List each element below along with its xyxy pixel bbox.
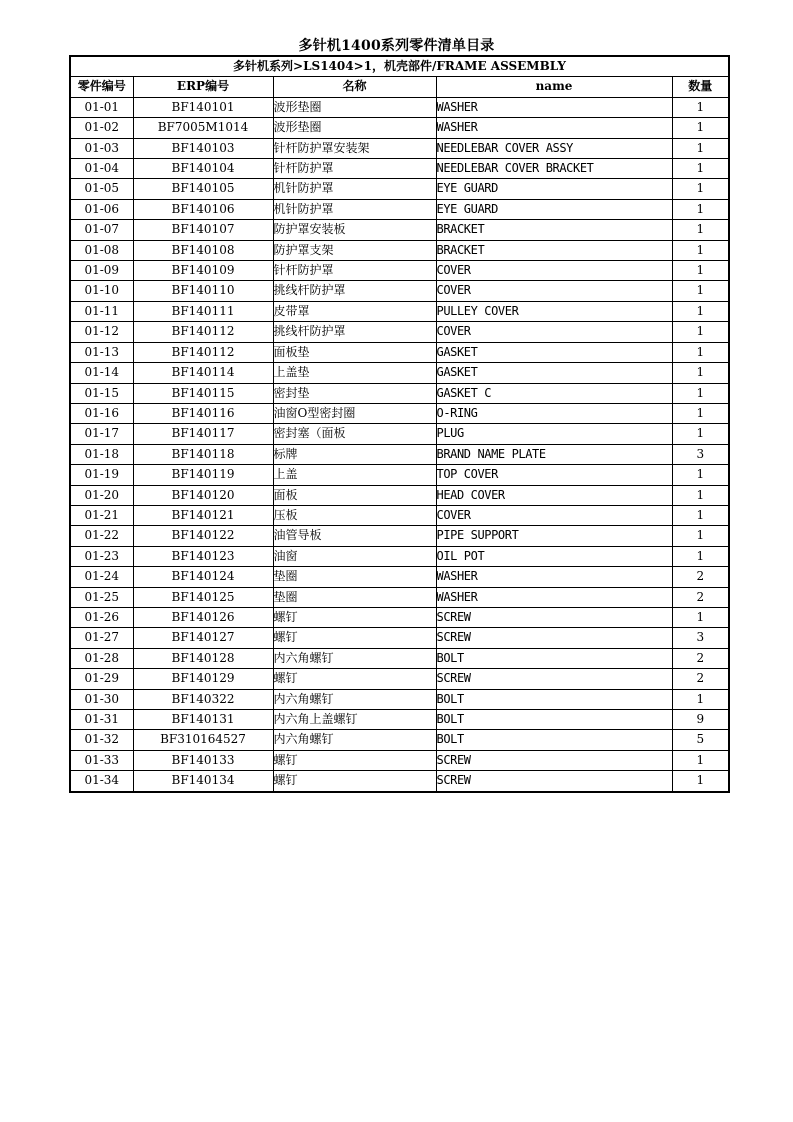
cell-qty: 2 <box>672 587 729 607</box>
cell-name-cn: 挑线杆防护罩 <box>273 322 436 342</box>
cell-qty: 1 <box>672 689 729 709</box>
cell-part-no: 01-12 <box>70 322 133 342</box>
cell-erp-no: BF140110 <box>133 281 273 301</box>
cell-part-no: 01-29 <box>70 669 133 689</box>
cell-qty: 1 <box>672 261 729 281</box>
column-header-name-cn: 名称 <box>273 77 436 97</box>
cell-qty: 1 <box>672 383 729 403</box>
cell-name-cn: 螺钉 <box>273 750 436 770</box>
cell-name-cn: 针杆防护罩 <box>273 159 436 179</box>
table-row <box>70 607 729 627</box>
table-row <box>70 118 729 138</box>
table-row <box>70 771 729 792</box>
cell-erp-no: BF140117 <box>133 424 273 444</box>
cell-qty: 1 <box>672 179 729 199</box>
cell-name-en: EYE GUARD <box>436 199 672 219</box>
cell-erp-no: BF140122 <box>133 526 273 546</box>
column-header-row <box>70 77 729 97</box>
table-row <box>70 628 729 648</box>
cell-erp-no: BF7005M1014 <box>133 118 273 138</box>
table-row <box>70 240 729 260</box>
table-row <box>70 546 729 566</box>
cell-name-cn: 波形垫圈 <box>273 118 436 138</box>
cell-name-en: SCREW <box>436 669 672 689</box>
table-row <box>70 199 729 219</box>
cell-qty: 1 <box>672 322 729 342</box>
cell-qty: 1 <box>672 465 729 485</box>
cell-name-cn: 防护罩支架 <box>273 240 436 260</box>
cell-name-cn: 油管导板 <box>273 526 436 546</box>
cell-name-en: COVER <box>436 322 672 342</box>
cell-qty: 1 <box>672 199 729 219</box>
table-row <box>70 689 729 709</box>
cell-erp-no: BF140112 <box>133 342 273 362</box>
cell-part-no: 01-18 <box>70 444 133 464</box>
cell-part-no: 01-08 <box>70 240 133 260</box>
cell-name-cn: 波形垫圈 <box>273 97 436 117</box>
table-row <box>70 669 729 689</box>
cell-name-en: EYE GUARD <box>436 179 672 199</box>
section-header: 多针机系列>LS1404>1，机壳部件/FRAME ASSEMBLY <box>70 56 729 77</box>
cell-qty: 1 <box>672 240 729 260</box>
cell-name-en: GASKET C <box>436 383 672 403</box>
cell-name-cn: 垫圈 <box>273 587 436 607</box>
cell-part-no: 01-31 <box>70 710 133 730</box>
cell-part-no: 01-09 <box>70 261 133 281</box>
cell-erp-no: BF140124 <box>133 567 273 587</box>
cell-part-no: 01-07 <box>70 220 133 240</box>
cell-part-no: 01-20 <box>70 485 133 505</box>
cell-qty: 1 <box>672 301 729 321</box>
table-row <box>70 465 729 485</box>
cell-part-no: 01-34 <box>70 771 133 792</box>
column-header-part-no: 零件编号 <box>70 77 133 97</box>
cell-qty: 1 <box>672 750 729 770</box>
table-row <box>70 301 729 321</box>
cell-part-no: 01-14 <box>70 363 133 383</box>
table-row <box>70 587 729 607</box>
table-row <box>70 710 729 730</box>
cell-qty: 1 <box>672 546 729 566</box>
cell-name-cn: 垫圈 <box>273 567 436 587</box>
cell-name-en: COVER <box>436 261 672 281</box>
cell-part-no: 01-04 <box>70 159 133 179</box>
cell-part-no: 01-24 <box>70 567 133 587</box>
table-row <box>70 363 729 383</box>
parts-table <box>69 55 730 793</box>
cell-erp-no: BF140111 <box>133 301 273 321</box>
cell-erp-no: BF140134 <box>133 771 273 792</box>
cell-part-no: 01-23 <box>70 546 133 566</box>
cell-qty: 1 <box>672 138 729 158</box>
cell-name-en: TOP COVER <box>436 465 672 485</box>
cell-name-en: BOLT <box>436 689 672 709</box>
cell-part-no: 01-32 <box>70 730 133 750</box>
cell-name-cn: 内六角螺钉 <box>273 730 436 750</box>
table-row <box>70 648 729 668</box>
table-row <box>70 261 729 281</box>
cell-name-cn: 密封垫 <box>273 383 436 403</box>
cell-qty: 1 <box>672 220 729 240</box>
cell-name-en: COVER <box>436 281 672 301</box>
cell-qty: 1 <box>672 526 729 546</box>
cell-name-cn: 螺钉 <box>273 628 436 648</box>
cell-part-no: 01-16 <box>70 403 133 423</box>
cell-name-en: WASHER <box>436 118 672 138</box>
cell-name-en: GASKET <box>436 363 672 383</box>
table-row <box>70 322 729 342</box>
cell-erp-no: BF140103 <box>133 138 273 158</box>
column-header-erp-no: ERP编号 <box>133 77 273 97</box>
cell-name-en: WASHER <box>436 567 672 587</box>
cell-erp-no: BF140129 <box>133 669 273 689</box>
cell-qty: 1 <box>672 342 729 362</box>
cell-name-cn: 面板垫 <box>273 342 436 362</box>
cell-name-cn: 密封塞（面板 <box>273 424 436 444</box>
cell-name-en: SCREW <box>436 628 672 648</box>
table-row <box>70 505 729 525</box>
cell-qty: 1 <box>672 118 729 138</box>
cell-name-en: PULLEY COVER <box>436 301 672 321</box>
cell-name-en: WASHER <box>436 97 672 117</box>
cell-name-en: COVER <box>436 505 672 525</box>
cell-name-cn: 螺钉 <box>273 607 436 627</box>
cell-erp-no: BF140128 <box>133 648 273 668</box>
cell-name-cn: 针杆防护罩安装架 <box>273 138 436 158</box>
cell-part-no: 01-26 <box>70 607 133 627</box>
cell-erp-no: BF140133 <box>133 750 273 770</box>
cell-erp-no: BF140106 <box>133 199 273 219</box>
cell-part-no: 01-19 <box>70 465 133 485</box>
cell-part-no: 01-03 <box>70 138 133 158</box>
cell-part-no: 01-15 <box>70 383 133 403</box>
cell-name-cn: 面板 <box>273 485 436 505</box>
cell-name-cn: 标牌 <box>273 444 436 464</box>
cell-name-cn: 上盖垫 <box>273 363 436 383</box>
cell-name-en: GASKET <box>436 342 672 362</box>
cell-qty: 1 <box>672 771 729 792</box>
cell-name-en: PLUG <box>436 424 672 444</box>
cell-name-cn: 油窗O型密封圈 <box>273 403 436 423</box>
cell-name-en: NEEDLEBAR COVER ASSY <box>436 138 672 158</box>
cell-part-no: 01-27 <box>70 628 133 648</box>
cell-name-cn: 内六角上盖螺钉 <box>273 710 436 730</box>
cell-name-en: SCREW <box>436 750 672 770</box>
cell-erp-no: BF140115 <box>133 383 273 403</box>
cell-erp-no: BF140125 <box>133 587 273 607</box>
cell-name-cn: 针杆防护罩 <box>273 261 436 281</box>
cell-erp-no: BF140131 <box>133 710 273 730</box>
cell-name-cn: 压板 <box>273 505 436 525</box>
cell-name-en: HEAD COVER <box>436 485 672 505</box>
table-row <box>70 138 729 158</box>
cell-erp-no: BF140109 <box>133 261 273 281</box>
table-row <box>70 281 729 301</box>
cell-part-no: 01-30 <box>70 689 133 709</box>
table-row <box>70 97 729 117</box>
cell-part-no: 01-33 <box>70 750 133 770</box>
cell-name-en: PIPE SUPPORT <box>436 526 672 546</box>
cell-erp-no: BF140121 <box>133 505 273 525</box>
cell-qty: 1 <box>672 607 729 627</box>
cell-part-no: 01-10 <box>70 281 133 301</box>
cell-name-en: BRACKET <box>436 240 672 260</box>
table-row <box>70 179 729 199</box>
cell-qty: 1 <box>672 505 729 525</box>
cell-name-cn: 机针防护罩 <box>273 199 436 219</box>
cell-qty: 3 <box>672 628 729 648</box>
cell-part-no: 01-13 <box>70 342 133 362</box>
cell-erp-no: BF140114 <box>133 363 273 383</box>
cell-part-no: 01-22 <box>70 526 133 546</box>
column-header-name-en: name <box>436 77 672 97</box>
table-row <box>70 220 729 240</box>
cell-name-en: O-RING <box>436 403 672 423</box>
cell-part-no: 01-01 <box>70 97 133 117</box>
cell-qty: 1 <box>672 159 729 179</box>
cell-qty: 1 <box>672 403 729 423</box>
cell-qty: 1 <box>672 485 729 505</box>
cell-name-cn: 挑线杆防护罩 <box>273 281 436 301</box>
cell-name-en: BOLT <box>436 730 672 750</box>
cell-qty: 1 <box>672 424 729 444</box>
cell-name-en: BOLT <box>436 710 672 730</box>
cell-name-cn: 内六角螺钉 <box>273 648 436 668</box>
cell-part-no: 01-11 <box>70 301 133 321</box>
cell-qty: 1 <box>672 281 729 301</box>
cell-erp-no: BF140108 <box>133 240 273 260</box>
cell-name-cn: 防护罩安装板 <box>273 220 436 240</box>
table-row <box>70 159 729 179</box>
cell-name-cn: 油窗 <box>273 546 436 566</box>
cell-name-en: BOLT <box>436 648 672 668</box>
cell-name-en: SCREW <box>436 607 672 627</box>
cell-erp-no: BF140104 <box>133 159 273 179</box>
table-row <box>70 403 729 423</box>
cell-name-cn: 机针防护罩 <box>273 179 436 199</box>
cell-part-no: 01-05 <box>70 179 133 199</box>
section-header-row <box>70 56 729 77</box>
cell-name-cn: 皮带罩 <box>273 301 436 321</box>
parts-table-body <box>70 97 729 791</box>
cell-erp-no: BF140116 <box>133 403 273 423</box>
table-row <box>70 750 729 770</box>
cell-name-en: BRAND NAME PLATE <box>436 444 672 464</box>
cell-name-cn: 上盖 <box>273 465 436 485</box>
cell-qty: 5 <box>672 730 729 750</box>
cell-erp-no: BF140119 <box>133 465 273 485</box>
cell-name-en: SCREW <box>436 771 672 792</box>
cell-name-cn: 螺钉 <box>273 669 436 689</box>
table-row <box>70 730 729 750</box>
cell-part-no: 01-06 <box>70 199 133 219</box>
cell-part-no: 01-17 <box>70 424 133 444</box>
cell-part-no: 01-21 <box>70 505 133 525</box>
table-row <box>70 444 729 464</box>
document-title: 多针机1400系列零件清单目录 <box>298 38 495 54</box>
cell-erp-no: BF310164527 <box>133 730 273 750</box>
cell-erp-no: BF140127 <box>133 628 273 648</box>
cell-erp-no: BF140322 <box>133 689 273 709</box>
cell-qty: 1 <box>672 97 729 117</box>
cell-erp-no: BF140123 <box>133 546 273 566</box>
cell-erp-no: BF140112 <box>133 322 273 342</box>
cell-erp-no: BF140105 <box>133 179 273 199</box>
cell-erp-no: BF140126 <box>133 607 273 627</box>
table-row <box>70 383 729 403</box>
cell-part-no: 01-28 <box>70 648 133 668</box>
table-row <box>70 485 729 505</box>
table-row <box>70 342 729 362</box>
cell-name-cn: 内六角螺钉 <box>273 689 436 709</box>
cell-qty: 2 <box>672 567 729 587</box>
cell-part-no: 01-25 <box>70 587 133 607</box>
cell-part-no: 01-02 <box>70 118 133 138</box>
cell-qty: 2 <box>672 669 729 689</box>
cell-name-en: WASHER <box>436 587 672 607</box>
table-row <box>70 526 729 546</box>
cell-erp-no: BF140107 <box>133 220 273 240</box>
cell-name-en: OIL POT <box>436 546 672 566</box>
table-row <box>70 567 729 587</box>
cell-name-en: NEEDLEBAR COVER BRACKET <box>436 159 672 179</box>
column-header-qty: 数量 <box>672 77 729 97</box>
cell-qty: 3 <box>672 444 729 464</box>
cell-erp-no: BF140120 <box>133 485 273 505</box>
cell-name-cn: 螺钉 <box>273 771 436 792</box>
cell-qty: 2 <box>672 648 729 668</box>
cell-qty: 1 <box>672 363 729 383</box>
table-row <box>70 424 729 444</box>
cell-erp-no: BF140101 <box>133 97 273 117</box>
cell-erp-no: BF140118 <box>133 444 273 464</box>
cell-qty: 9 <box>672 710 729 730</box>
cell-name-en: BRACKET <box>436 220 672 240</box>
